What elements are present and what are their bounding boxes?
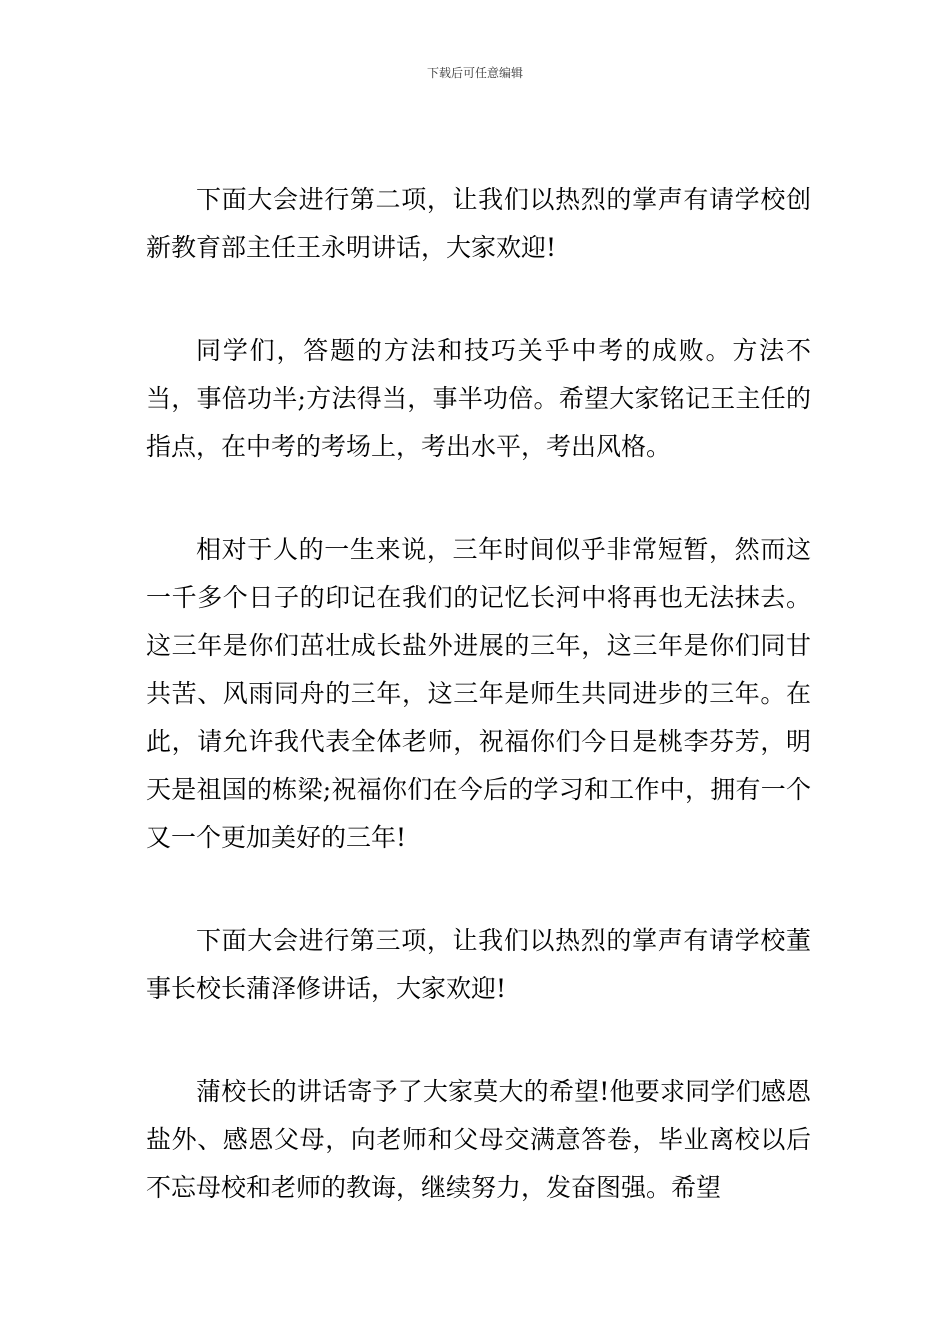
page-header-note: 下载后可任意编辑 <box>426 66 523 80</box>
paragraph-1: 下面大会进行第二项，让我们以热烈的掌声有请学校创新教育部主任王永明讲话，大家欢迎! <box>146 185 811 262</box>
paragraph-4: 下面大会进行第三项，让我们以热烈的掌声有请学校董事长校长蒲泽修讲话，大家欢迎! <box>146 926 811 1003</box>
paragraph-5: 蒲校长的讲话寄予了大家莫大的希望!他要求同学们感恩盐外、感恩父母，向老师和父母交满意答卷，毕业离校以后不忘母校和老师的教诲，继续努力，发奋图强。希望 <box>146 1077 811 1202</box>
paragraph-3: 相对于人的一生来说，三年时间似乎非常短暂，然而这一千多个日子的印记在我们的记忆长河中将再也无法抹去。这三年是你们茁壮成长盐外进展的三年，这三年是你们同甘共苦、风雨同舟的三年，这三年是师生共同进步的三年。在此，请允许我代表全体老师，祝福你们今日是桃李芬芳，明天是祖国的栋梁;祝福你们在今后的学习和工作中，拥有一个又一个更加美好的三年! <box>146 535 811 852</box>
paragraph-2: 同学们，答题的方法和技巧关乎中考的成败。方法不当，事倍功半;方法得当，事半功倍。希望大家铭记王主任的指点，在中考的考场上，考出水平，考出风格。 <box>146 336 811 461</box>
document-body <box>146 176 811 1212</box>
